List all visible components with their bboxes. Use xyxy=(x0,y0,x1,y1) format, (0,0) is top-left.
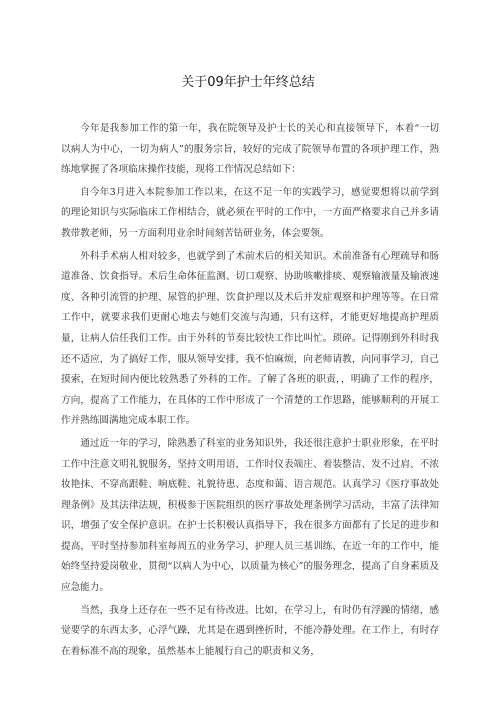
paragraph-intro: 今年是我参加工作的第一年，我在院领导及护士长的关心和直接领导下，本着“一切以病人为中心，一切为病人”的服务宗旨，较好的完成了院领导布置的各项护理工作，熟练地掌握了各项临床操作技能，现将工作情况总结如下： xyxy=(61,123,439,176)
paragraph-professional-image: 通过近一年的学习，除熟悉了科室的业务知识外，我还很注意护士职业形象，在平时工作中注意文明礼貌服务，坚持文明用语，工作时仪表端庄、着装整洁、发不过肩、不浓妆艳抹、不穿高跟鞋、响底鞋、礼貌待患、态度和蔼、语言规范。认真学习《医疗事故处理条例》及其法律法规，积极参于医院组织的医疗事故处理条例学习活动，丰富了法律知识，增强了安全保护意识。在护士长积极认真指导下，我在很多方面都有了长足的进步和提高，平时坚持参加科室每周五的业务学习，护理人员三基训练，在近一年的工作中，能始终坚持爱岗敬业，贯彻“以病人为中心，以质量为核心”的服务理念，提高了自身素质及应急能力。 xyxy=(61,437,439,594)
paragraph-study: 自今年3月进入本院参加工作以来，在这不足一年的实践学习，感觉要想将以前学到的理论知识与实际临床工作相结合，就必须在平时的工作中，一方面严格要求自己并多请教带教老师，另一方面利用业余时间刻苦钻研业务，体会要领。 xyxy=(61,186,439,239)
paragraph-shortcomings: 当然，我身上还存在一些不足有待改进。比如，在学习上，有时仍有浮躁的情绪，感觉要学的东西太多，心浮气躁，尤其是在遇到挫折时，不能冷静处理。在工作上，有时存在着标准不高的现象，虽然基本上能履行自己的职责和义务， xyxy=(61,604,439,657)
document-title: 关于09年护士年终总结 xyxy=(181,75,315,90)
paragraph-surgery: 外科手术病人相对较多，也就学到了术前术后的相关知识。术前准备有心理疏导和肠道准备、饮食指导。术后生命体征监测、切口观察、协助咳嗽排痰、观察输液量及输液速度、各种引流管的护理、尿管的护理、饮食护理以及术后并发症观察和护理等等。在日常工作中，就要求我们更耐心地去与她们交流与沟通，只有这样，才能更好地提高护理质量，让病人信任我们工作。由于外科的节奏比较快工作比叫忙。琐碎。记得刚到外科时我还不适应，为了搞好工作，服从领导安排，我不怕麻烦，向老师请教，向同事学习，自己摸索，在短时间内便比较熟悉了外科的工作。了解了各班的职责，，明确了工作的程序，方向，提高了工作能力，在具体的工作中形成了一个清楚的工作思路，能够顺利的开展工作并熟练圆满地完成本职工作。 xyxy=(61,250,439,427)
document-body xyxy=(61,119,439,664)
